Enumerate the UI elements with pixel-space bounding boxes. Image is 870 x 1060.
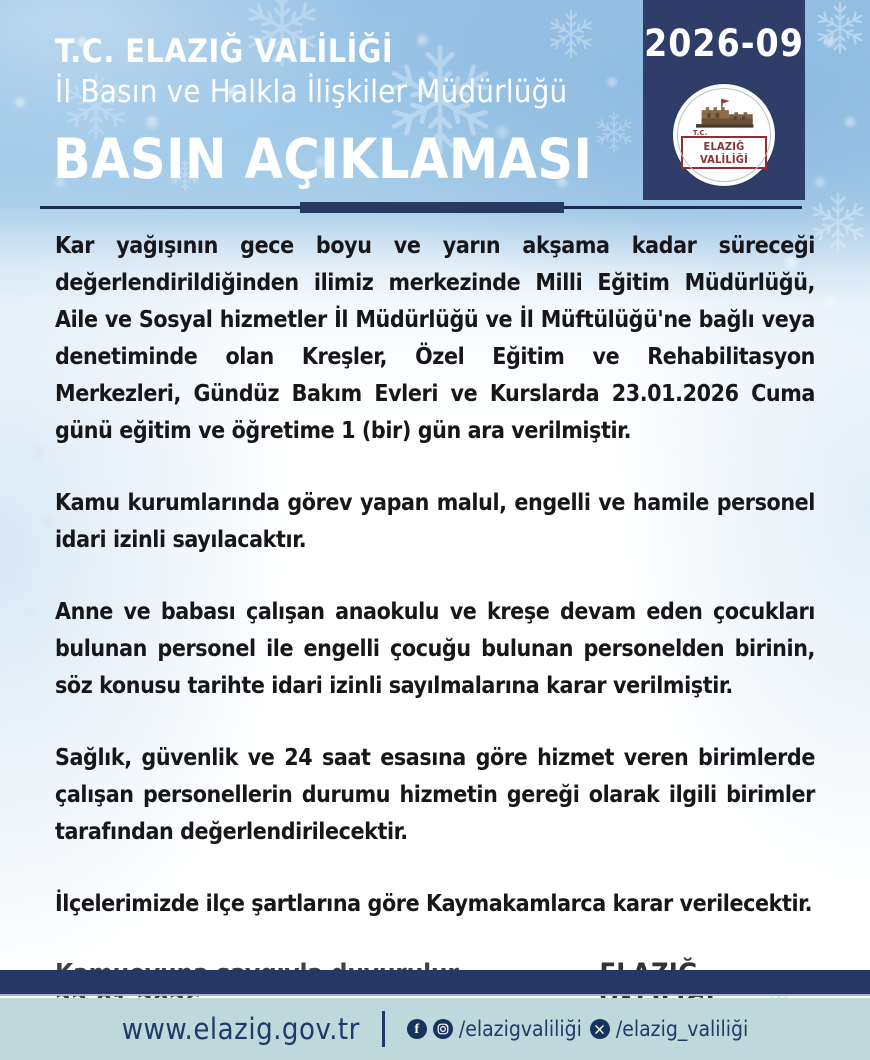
castle-icon (689, 97, 759, 133)
footer-divider (382, 1011, 385, 1047)
x-icon (590, 1019, 610, 1039)
paragraph-essential-services: Sağlık, güvenlik ve 24 saat esasına göre hizmet veren birimlerde çalışan personellerin durumu hizmetin gereği olarak ilgili birimler tarafından değerlendirilecektir. (55, 745, 815, 845)
governorship-logo (673, 84, 775, 186)
paragraph-snow-closure: Kar yağışının gece boyu ve yarın akşama kadar süreceği değerlendirildiğinden ilimiz merkezinde Milli Eğitim Müdürlüğü, Aile ve Sosyal hizmetler İl Müdürlüğü ve İl Müftülüğü'ne bağlı veya denetiminde olan Kreşler, Özel Eğitim ve Rehabilitasyon Merkezleri, Gündüz Bakım Evleri ve Kurslarda 23.01.2026 Cuma günü eğitim ve öğretime 1 (bir) gün ara verilmiştir. (55, 233, 815, 444)
header-divider (40, 206, 802, 209)
social-handle: /elazig_valiliği (615, 1017, 749, 1041)
page-title: BASIN AÇIKLAMASI (53, 127, 593, 191)
snowflake-icon (592, 110, 636, 154)
issue-number: 2026-09 (644, 22, 804, 65)
social-group-x (590, 1017, 748, 1041)
logo-name-text: ELAZIĞ VALİLİĞİ (681, 136, 767, 169)
press-release-body (55, 228, 815, 1020)
logo-tc-text: T.C. (693, 129, 708, 137)
agency-name: T.C. ELAZIĞ VALİLİĞİ (55, 32, 394, 70)
website-url: www.elazig.gov.tr (121, 1012, 360, 1046)
snow-dots-decoration (0, 0, 8, 8)
paragraph-districts: İlçelerimizde ilçe şartlarına göre Kaymakamlarca karar verilecektir. (55, 891, 813, 917)
footer-bar (0, 998, 870, 1060)
paragraph-parents-leave: Anne ve babası çalışan anaokulu ve kreşe devam eden çocukları bulunan personel ile engelli çocuğu bulunan personelden birinin, söz konusu tarihte idari izinli sayılmalarına karar verilmiştir. (55, 599, 815, 699)
agency-department: İl Basın ve Halkla İlişkiler Müdürlüğü (55, 74, 568, 110)
header-divider-accent (300, 202, 564, 213)
social-handle: /elazigvaliliği (458, 1017, 582, 1041)
issue-number-badge (643, 0, 805, 200)
snowflake-icon (812, 0, 868, 56)
footer-stripe (0, 970, 870, 996)
social-group-fb-ig (407, 1017, 582, 1041)
instagram-icon (433, 1019, 453, 1039)
snowflake-icon (806, 190, 870, 254)
paragraph-admin-leave: Kamu kurumlarında görev yapan malul, engelli ve hamile personel idari izinli sayılacaktır. (55, 490, 815, 553)
social-links (407, 1017, 748, 1041)
agency-name-block (55, 30, 567, 112)
facebook-icon: f (407, 1019, 427, 1039)
